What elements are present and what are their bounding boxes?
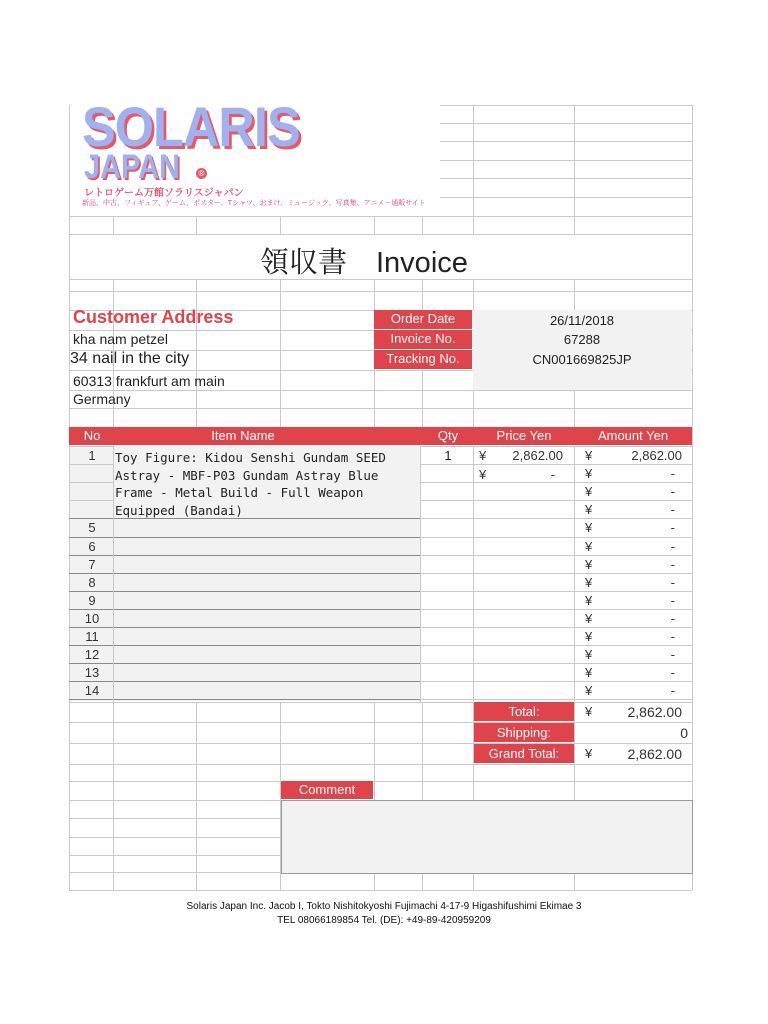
row-line: [69, 627, 420, 628]
row-line: [420, 609, 692, 610]
grid-line: [69, 234, 692, 235]
footer-address: Solaris Japan Inc. Jacob I, Tokto Nishitokyoshi Fujimachi 4-17-9 Higashifushimi Ekimae 3: [186, 901, 582, 912]
row-line: [69, 537, 420, 538]
invoice-no-value: 67288: [563, 332, 601, 347]
dash: -: [670, 574, 675, 590]
row-line: [420, 500, 692, 501]
grid-line: [69, 890, 692, 891]
footer-phone: TEL 08066189854 Tel. (DE): +49-89-420959209: [277, 915, 491, 926]
grid-line: [69, 722, 692, 723]
grid-line: [113, 702, 114, 890]
grid-line: [69, 390, 692, 391]
grid-line: [69, 216, 692, 217]
yen-symbol: ¥: [585, 484, 593, 500]
row-number: 6: [88, 538, 96, 554]
row-line: [69, 663, 420, 664]
row-line: [420, 482, 692, 483]
logo-wordmark: SOLARIS: [82, 95, 300, 158]
row-number: 12: [84, 647, 100, 663]
logo-subtitle: JAPAN: [84, 148, 180, 186]
header-no: No: [83, 428, 101, 443]
yen-symbol: ¥: [585, 538, 593, 554]
tracking-no-value: CN001669825JP: [532, 352, 632, 367]
header-qty: Qty: [437, 428, 459, 443]
row-number: 7: [88, 556, 96, 572]
row-line: [69, 573, 420, 574]
item-row-number: 1: [88, 448, 96, 463]
row-number: 14: [84, 683, 100, 699]
yen-symbol: ¥: [479, 448, 487, 463]
order-date-value: 26/11/2018: [549, 313, 615, 328]
row-number: 9: [88, 592, 96, 608]
page-title: 領収書 Invoice: [260, 247, 468, 279]
yen-symbol: ¥: [585, 592, 593, 608]
row-number: 8: [88, 574, 96, 590]
shipping-value: 0: [680, 725, 688, 741]
grid-line: [574, 105, 575, 235]
dash: -: [670, 665, 675, 681]
order-date-label: Order Date: [374, 310, 472, 329]
row-line: [420, 627, 692, 628]
grid-line: [69, 702, 692, 703]
row-line: [69, 609, 420, 610]
dash: -: [670, 556, 675, 572]
registered-mark-icon: ®: [196, 168, 207, 179]
grid-line: [280, 279, 281, 427]
row-line: [420, 573, 692, 574]
dash: -: [670, 538, 675, 554]
customer-name: kha nam petzel: [73, 331, 168, 347]
row-line: [420, 699, 692, 700]
yen-symbol: ¥: [585, 556, 593, 572]
row-line: [69, 482, 114, 483]
yen-symbol: ¥: [585, 466, 593, 482]
item-qty: 1: [444, 448, 452, 463]
yen-symbol: ¥: [585, 610, 593, 626]
grid-line: [692, 105, 693, 890]
row-line: [69, 500, 114, 501]
dash: -: [550, 467, 555, 482]
dash: -: [670, 592, 675, 608]
dash: -: [670, 629, 675, 644]
total-label: Total:: [474, 702, 574, 721]
dash: -: [670, 520, 675, 536]
yen-symbol: ¥: [585, 448, 593, 463]
dash: -: [670, 647, 675, 663]
comment-label: Comment: [281, 781, 373, 799]
row-line: [69, 555, 420, 556]
dash: -: [670, 610, 675, 626]
row-line: [69, 699, 420, 700]
total-value: 2,862.00: [627, 704, 682, 720]
dash: -: [670, 484, 675, 500]
grid-line: [196, 702, 197, 890]
row-number: 10: [84, 610, 100, 626]
dash: -: [670, 683, 675, 699]
logo-tagline-small: 新品、中古、フィギュア、ゲーム、ポスター、Tシャツ、おまけ、ミュージック、写真集、アニメ－通販サイト: [82, 200, 426, 207]
row-line: [69, 446, 114, 447]
grid-line: [196, 279, 197, 427]
row-number: 5: [88, 520, 96, 536]
grid-line: [69, 743, 692, 744]
row-line: [69, 681, 420, 682]
yen-symbol: ¥: [585, 746, 593, 761]
col-line: [473, 446, 474, 702]
footer: [0, 900, 768, 928]
yen-symbol: ¥: [585, 665, 593, 681]
grid-line: [69, 764, 692, 765]
row-line: [420, 591, 692, 592]
row-line: [69, 645, 420, 646]
yen-symbol: ¥: [585, 574, 593, 590]
yen-symbol: ¥: [585, 683, 593, 699]
row-line: [420, 537, 692, 538]
row-line: [420, 645, 692, 646]
yen-symbol: ¥: [585, 520, 593, 536]
shipping-label: Shipping:: [474, 723, 574, 742]
header-price: Price Yen: [496, 428, 552, 443]
grid-line: [69, 291, 692, 292]
yen-symbol: ¥: [585, 502, 593, 518]
row-line: [420, 681, 692, 682]
row-line: [420, 663, 692, 664]
tracking-no-label: Tracking No.: [374, 350, 472, 369]
customer-city: 60313 frankfurt am main: [73, 373, 225, 389]
item-price: 2,862.00: [512, 448, 563, 463]
solaris-japan-logo: [70, 92, 440, 216]
customer-address-heading: Customer Address: [73, 307, 234, 327]
yen-symbol: ¥: [585, 629, 593, 644]
dash: -: [670, 466, 675, 482]
dash: -: [670, 502, 675, 518]
row-line: [69, 591, 420, 592]
header-amount: Amount Yen: [597, 428, 669, 443]
row-number: 11: [85, 629, 99, 644]
yen-symbol: ¥: [479, 467, 487, 482]
grid-line: [69, 781, 692, 782]
logo-tagline: レトロゲーム万館ソラリスジャパン: [84, 188, 244, 199]
row-line: [420, 555, 692, 556]
header-item-name: Item Name: [211, 428, 275, 443]
customer-street: 34 nail in the city: [70, 350, 190, 367]
customer-country: Germany: [73, 391, 131, 407]
col-line: [420, 446, 421, 702]
yen-symbol: ¥: [585, 647, 593, 663]
invoice-no-label: Invoice No.: [374, 330, 472, 349]
row-line: [420, 518, 692, 519]
row-line: [69, 464, 114, 465]
grid-line: [473, 105, 474, 235]
row-line: [420, 464, 692, 465]
grand-total-value: 2,862.00: [627, 746, 682, 762]
comment-box[interactable]: [281, 800, 693, 874]
row-number: 13: [84, 665, 100, 681]
row-line: [420, 446, 692, 447]
item-name: Toy Figure: Kidou Senshi Gundam SEED Astray - MBF-P03 Gundam Astray Blue Frame - Metal Build - Full Weapon Equipped (Bandai): [115, 450, 386, 518]
grid-line: [69, 408, 692, 409]
col-line: [574, 446, 575, 702]
yen-symbol: ¥: [585, 704, 593, 719]
grand-total-label: Grand Total:: [474, 744, 574, 763]
item-amount: 2,862.00: [631, 448, 682, 463]
